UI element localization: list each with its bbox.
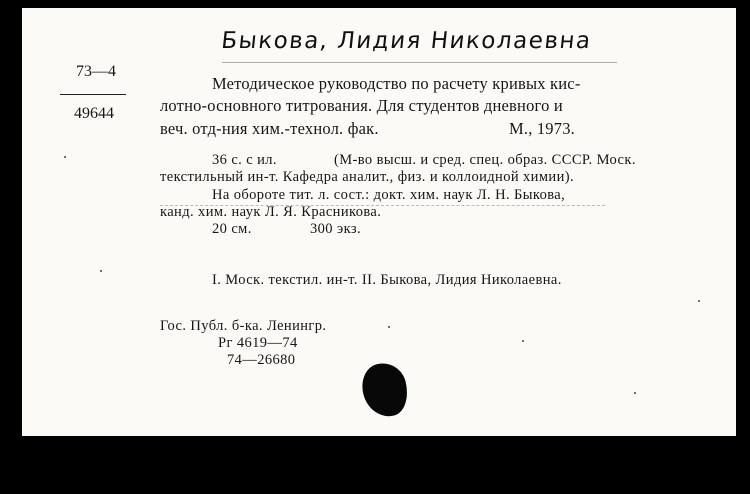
speck <box>634 392 636 394</box>
library-number: Рг 4619—74 <box>218 335 298 351</box>
series-line-1: (М-во высш. и сред. спец. образ. СССР. Моск. <box>334 152 636 168</box>
title-line-2: лотно-основного титрования. Для студентов дневного и <box>160 96 563 115</box>
ink-blot <box>357 358 413 421</box>
catalog-card <box>22 8 736 436</box>
call-number-bottom: 49644 <box>74 105 114 122</box>
compilers-line-1: На обороте тит. л. сост.: докт. хим. наук Л. Н. Быкова, <box>212 187 566 203</box>
title-line-3: веч. отд-ния хим.-технол. фак. <box>160 119 379 138</box>
library-name: Гос. Публ. б-ка. Ленингр. <box>160 318 327 334</box>
speck <box>100 270 102 272</box>
series-line-2: текстильный ин-т. Кафедра аналит., физ. и коллоидной химии). <box>160 169 574 185</box>
speck <box>522 340 524 342</box>
card-number: 74—26680 <box>227 352 296 368</box>
size: 20 см. <box>212 221 252 237</box>
imprint: М., 1973. <box>509 119 575 138</box>
compilers-line-2: канд. хим. наук Л. Я. Красникова. <box>160 204 382 220</box>
print-run: 300 экз. <box>310 221 362 237</box>
call-number-divider <box>60 94 126 95</box>
speck <box>388 326 390 328</box>
scan-border <box>0 436 750 494</box>
handwritten-author: Быкова, Лидия Николаевна <box>220 28 593 54</box>
title-line-1: Методическое руководство по расчету кривых кис- <box>212 74 581 93</box>
pagination: 36 с. с ил. <box>212 152 277 168</box>
dashed-mark <box>160 205 605 206</box>
speck <box>64 156 66 158</box>
tracing: I. Моск. текстил. ин-т. II. Быкова, Лидия Николаевна. <box>212 272 562 288</box>
call-number-top: 73—4 <box>76 63 116 80</box>
speck <box>698 300 700 302</box>
heading-line <box>222 62 617 63</box>
